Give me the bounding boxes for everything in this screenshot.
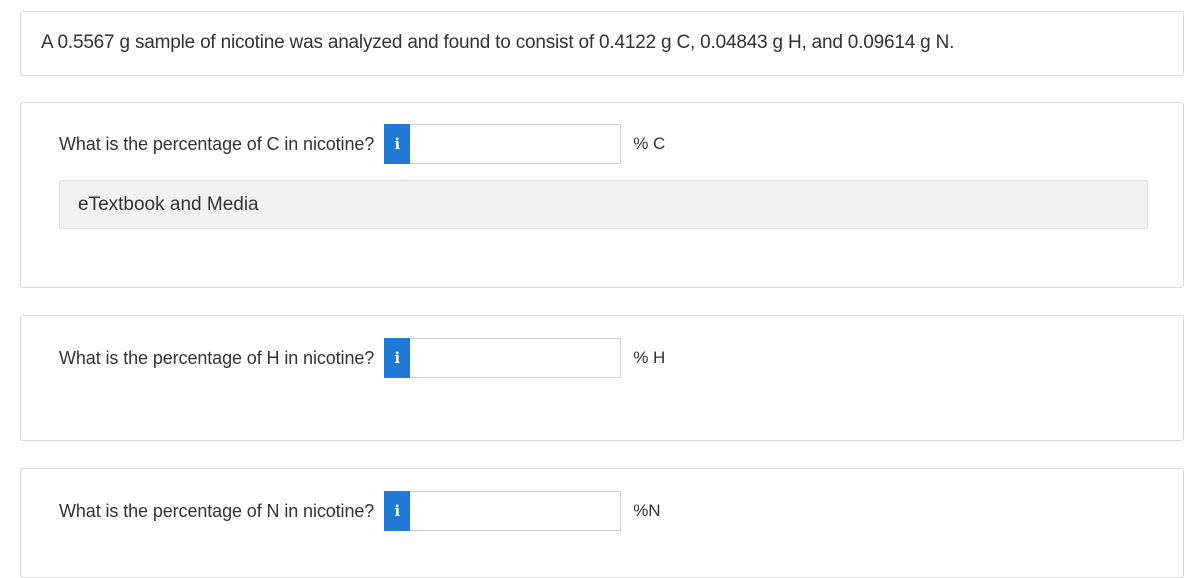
question-text-hydrogen: What is the percentage of H in nicotine?	[59, 347, 375, 368]
unit-label-nitrogen: %N	[633, 501, 661, 520]
hydrogen-percentage-input[interactable]	[410, 338, 621, 378]
info-icon[interactable]: i	[384, 338, 410, 378]
question-text-nitrogen: What is the percentage of N in nicotine?	[59, 500, 375, 521]
question-card-carbon	[20, 102, 1184, 288]
info-icon[interactable]: i	[384, 491, 410, 531]
unit-label-hydrogen: % H	[633, 348, 666, 367]
unit-label-carbon: % C	[633, 134, 666, 153]
carbon-percentage-input[interactable]	[410, 124, 621, 164]
problem-statement: A 0.5567 g sample of nicotine was analyzed and found to consist of 0.4122 g C, 0.04843 g H, and 0.09614 g N.	[41, 32, 955, 53]
question-row-carbon	[59, 124, 665, 164]
nitrogen-percentage-input[interactable]	[410, 491, 621, 531]
question-card-hydrogen	[20, 315, 1184, 441]
problem-statement-card	[20, 11, 1184, 76]
question-text-carbon: What is the percentage of C in nicotine?	[59, 133, 375, 154]
question-card-nitrogen	[20, 468, 1184, 578]
info-icon[interactable]: i	[384, 124, 410, 164]
etextbook-media-label: eTextbook and Media	[78, 193, 259, 215]
question-row-hydrogen	[59, 338, 665, 378]
etextbook-media-link[interactable]	[59, 180, 1148, 229]
question-row-nitrogen	[59, 491, 661, 531]
